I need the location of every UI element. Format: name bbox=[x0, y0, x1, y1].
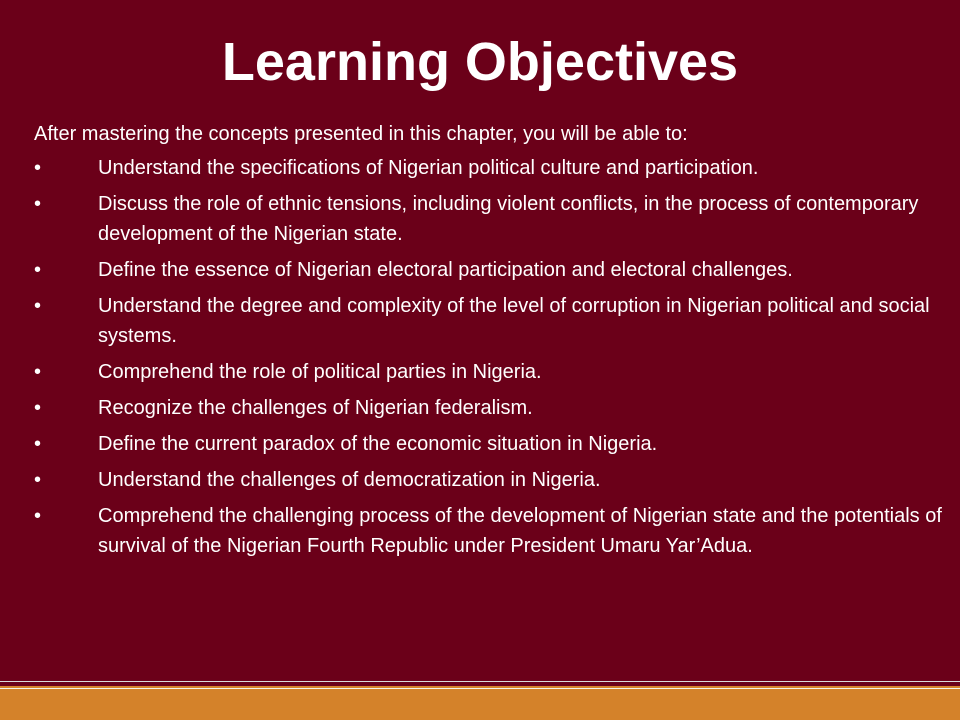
bullet-icon: • bbox=[34, 397, 42, 419]
slide-title: Learning Objectives bbox=[221, 32, 739, 92]
slide-body bbox=[34, 119, 944, 567]
objective-item bbox=[34, 255, 944, 285]
footer-divider bbox=[0, 681, 960, 682]
objective-item bbox=[34, 465, 944, 495]
objective-text: Comprehend the role of political parties in Nigeria. bbox=[98, 361, 542, 383]
bullet-icon: • bbox=[34, 361, 42, 383]
footer-band-divider bbox=[0, 688, 960, 689]
objective-text: Define the current paradox of the economic situation in Nigeria. bbox=[98, 433, 658, 455]
objective-text: Recognize the challenges of Nigerian federalism. bbox=[98, 397, 533, 419]
objective-item bbox=[34, 501, 944, 561]
bullet-icon: • bbox=[34, 193, 42, 215]
bullet-icon: • bbox=[34, 259, 42, 281]
objective-item bbox=[34, 153, 944, 183]
objective-text: Understand the challenges of democratization in Nigeria. bbox=[98, 469, 601, 491]
objective-item bbox=[34, 357, 944, 387]
footer-band bbox=[0, 686, 960, 720]
objectives-list bbox=[34, 153, 944, 561]
objective-item bbox=[34, 393, 944, 423]
bullet-icon: • bbox=[34, 295, 42, 317]
objective-text: Understand the specifications of Nigerian political culture and participation. bbox=[98, 157, 759, 179]
objective-text: Discuss the role of ethnic tensions, including violent conflicts, in the process of contemporary development of the Nigerian state. bbox=[98, 193, 919, 245]
objective-text: Understand the degree and complexity of the level of corruption in Nigerian political and social systems. bbox=[98, 295, 930, 347]
intro-text: After mastering the concepts presented in this chapter, you will be able to: bbox=[34, 123, 688, 145]
objective-text: Define the essence of Nigerian electoral participation and electoral challenges. bbox=[98, 259, 793, 281]
objective-item bbox=[34, 429, 944, 459]
bullet-icon: • bbox=[34, 469, 42, 491]
bullet-icon: • bbox=[34, 157, 42, 179]
bullet-icon: • bbox=[34, 433, 42, 455]
objective-text: Comprehend the challenging process of the development of Nigerian state and the potentials of survival of the Nigerian Fourth Republic under President Umaru Yar’Adua. bbox=[98, 505, 942, 557]
bullet-icon: • bbox=[34, 505, 42, 527]
objective-item bbox=[34, 291, 944, 351]
objective-item bbox=[34, 189, 944, 249]
